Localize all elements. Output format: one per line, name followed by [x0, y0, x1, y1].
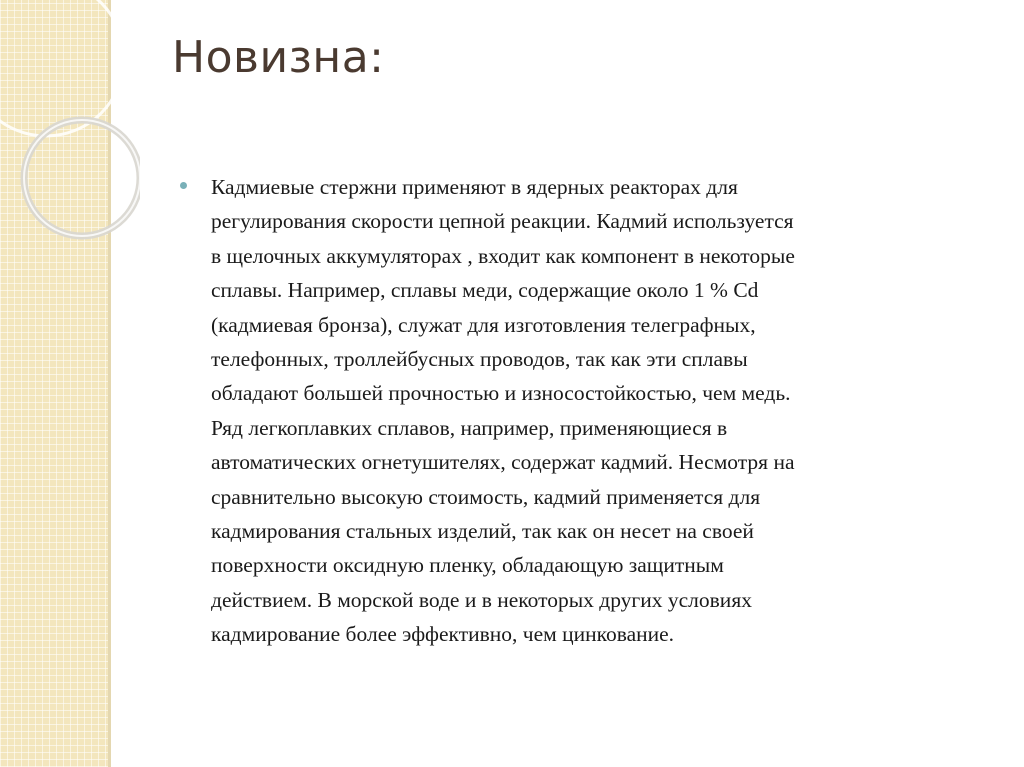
bullet-text: Кадмиевые стержни применяют в ядерных реакторах для регулирования скорости цепной реакции. Кадмий используется в щелочных аккумуляторах , входит как компонент в некоторые сплавы. Например, сплавы меди, содержащие около 1 % Cd (кадмиевая бронза), служат для изготовления телеграфных, телефонных, троллейбусных проводов, так как эти сплавы обладают большей прочностью и износостойкостью, чем медь. Ряд легкоплавких сплавов, например, применяющиеся в автоматических огнетушителях, содержат кадмий. Несмотря на сравнительно высокую стоимость, кадмий применяется для кадмирования стальных изделий, так как он несет на своей поверхности оксидную пленку, обладающую защитным действием. В морской воде и в некоторых других условиях кадмирование более эффективно, чем цинкование.	[211, 175, 795, 647]
decorative-circles	[0, 0, 140, 300]
bullet-list	[180, 170, 990, 652]
decorative-circle-large	[0, 0, 124, 136]
bullet-item	[180, 170, 990, 652]
slide-title: Новизна:	[172, 32, 385, 83]
decorative-circle-ring-highlight	[24, 120, 140, 236]
bullet-dot-icon	[180, 182, 187, 189]
